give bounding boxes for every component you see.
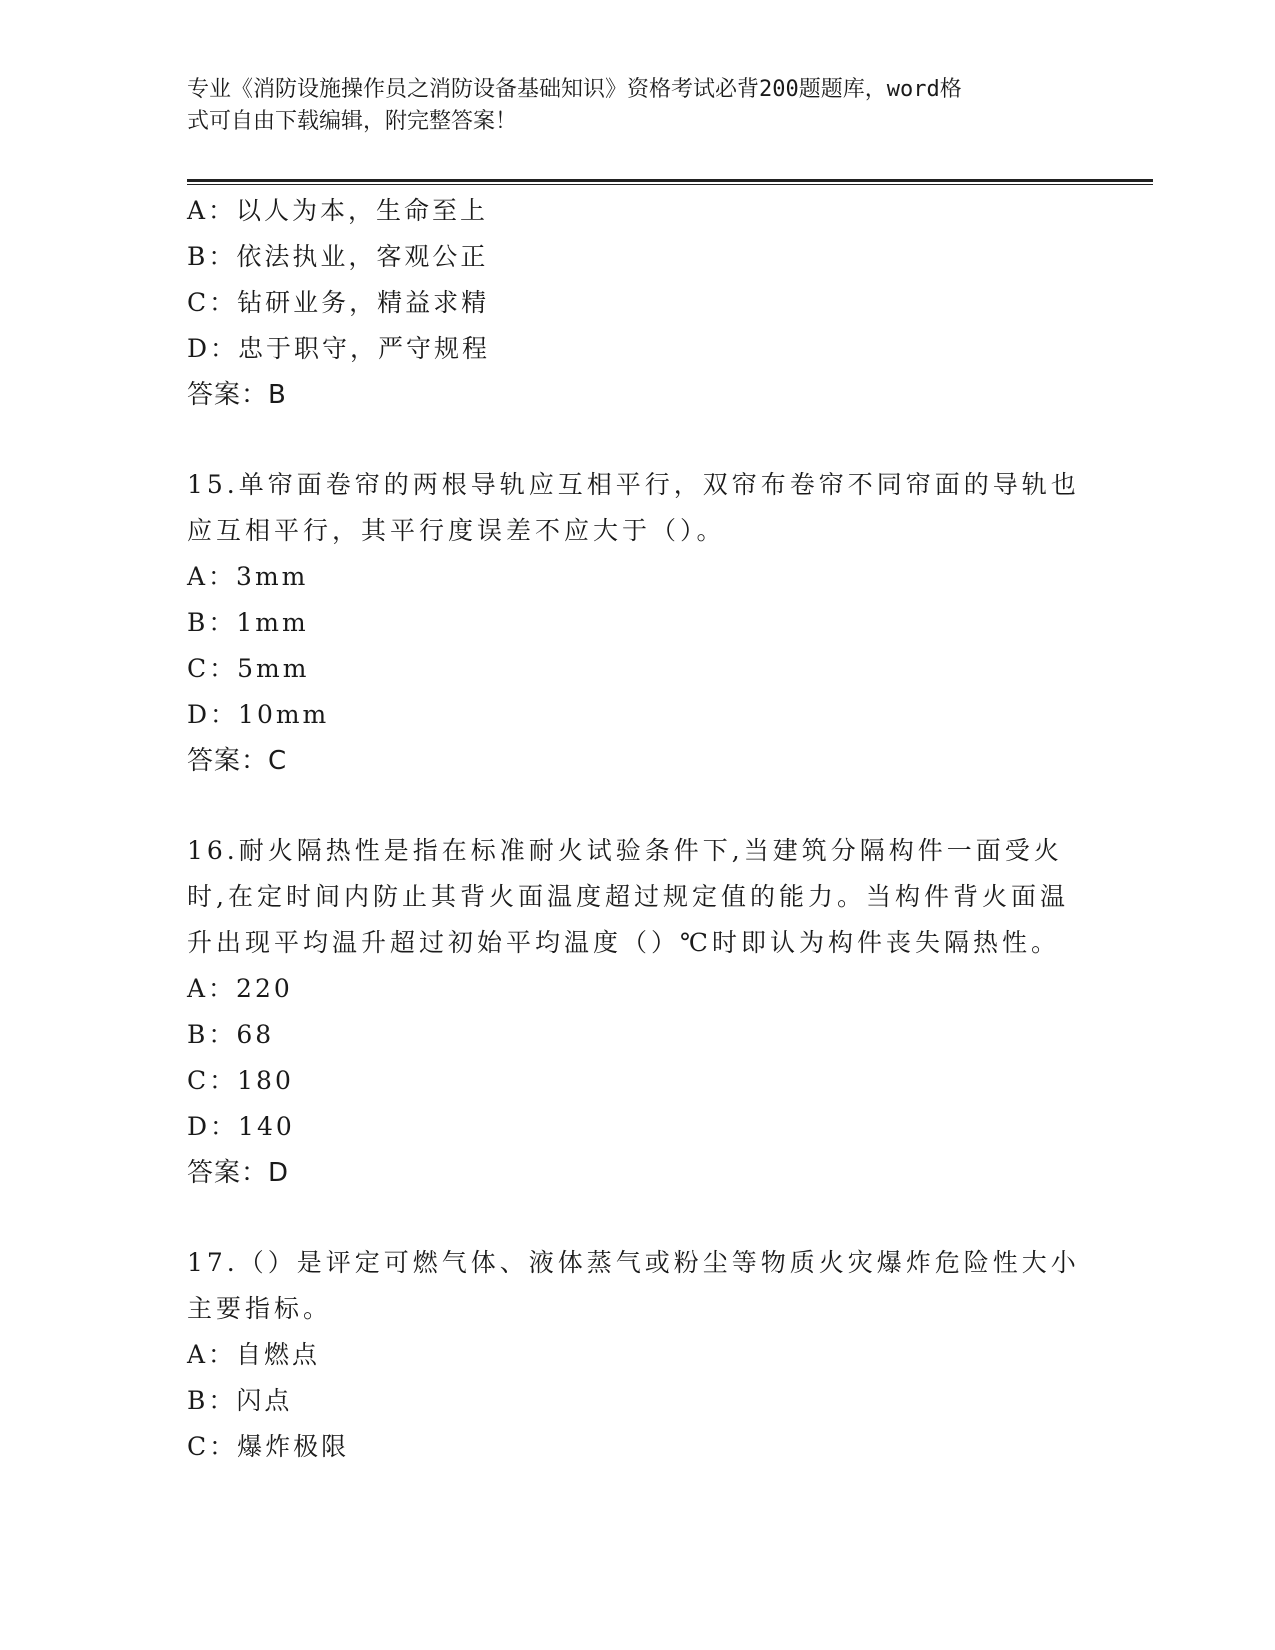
document-header	[187, 74, 1067, 138]
option-c: C：钻研业务，精益求精	[187, 288, 490, 317]
option-c: C：爆炸极限	[187, 1432, 350, 1461]
question-text: 应互相平行，其平行度误差不应大于（）。	[187, 516, 726, 545]
question-text: 主要指标。	[187, 1294, 333, 1323]
option-d: D：忠于职守，严守规程	[187, 334, 491, 363]
option-d: D：10mm	[187, 700, 330, 729]
option-c: C：5mm	[187, 654, 310, 683]
option-b: B：闪点	[187, 1386, 293, 1415]
answer-label: 答案：D	[187, 1158, 290, 1188]
option-b: B：1mm	[187, 608, 309, 637]
header-divider-thin	[187, 184, 1153, 185]
question-text: 16.耐火隔热性是指在标准耐火试验条件下,当建筑分隔构件一面受火	[187, 836, 1063, 865]
question-text: 17.（）是评定可燃气体、液体蒸气或粉尘等物质火灾爆炸危险性大小	[187, 1248, 1080, 1277]
option-a: A：以人为本，生命至上	[187, 196, 489, 225]
question-text: 升出现平均温升超过初始平均温度（）℃时即认为构件丧失隔热性。	[187, 928, 1060, 957]
question-list	[187, 188, 1087, 1470]
option-a: A：自燃点	[187, 1340, 321, 1369]
header-line-1: 专业《消防设施操作员之消防设备基础知识》资格考试必背200题题库，word格	[187, 77, 962, 102]
question-17	[187, 1240, 1087, 1470]
question-14	[187, 188, 1087, 418]
option-a: A：3mm	[187, 562, 309, 591]
option-d: D：140	[187, 1112, 295, 1141]
question-text: 时,在定时间内防止其背火面温度超过规定值的能力。当构件背火面温	[187, 882, 1069, 911]
question-16	[187, 828, 1087, 1196]
option-b: B：依法执业，客观公正	[187, 242, 489, 271]
answer-label: 答案：C	[187, 746, 288, 776]
header-divider	[187, 179, 1153, 182]
option-c: C：180	[187, 1066, 294, 1095]
option-b: B：68	[187, 1020, 275, 1049]
question-15	[187, 462, 1087, 784]
question-text: 15.单帘面卷帘的两根导轨应互相平行，双帘布卷帘不同帘面的导轨也	[187, 470, 1080, 499]
answer-label: 答案：B	[187, 380, 287, 410]
header-line-2: 式可自由下载编辑，附完整答案！	[187, 109, 518, 134]
option-a: A：220	[187, 974, 293, 1003]
